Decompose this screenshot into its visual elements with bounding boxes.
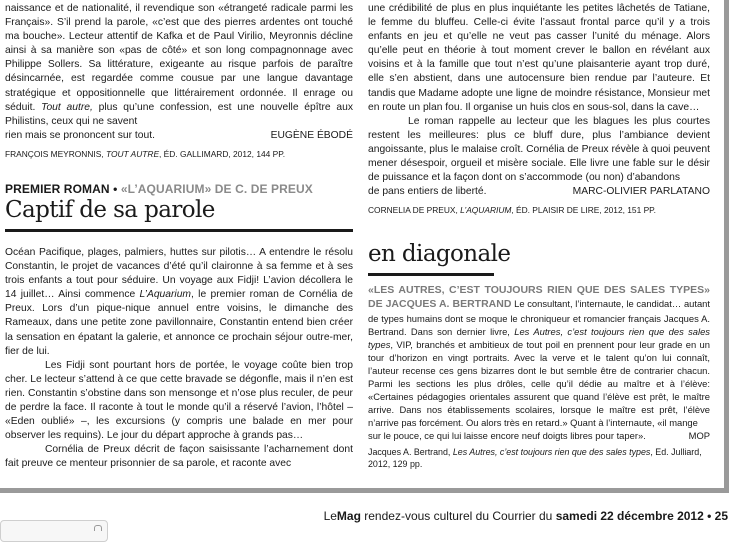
brief-body xyxy=(368,283,710,429)
author-signature: MARC-OLIVIER PARLATANO xyxy=(572,186,710,198)
author-signature: EUGÈNE ÉBODÉ xyxy=(270,129,353,141)
signature-line xyxy=(368,185,710,199)
credit-author: CORNELIA DE PREUX, xyxy=(368,205,461,216)
credit-author: FRANÇOIS MEYRONNIS, xyxy=(5,148,106,159)
headline: Captif de sa parole xyxy=(5,196,215,223)
review-aquarium-continued xyxy=(368,2,710,216)
credit-publisher: , Ed. Julliard, 2012, 129 pp. xyxy=(368,447,702,469)
en-diagonale xyxy=(368,240,710,470)
brief-head: «LES AUTRES, C’EST TOUJOURS RIEN QUE DES SALES TYPES» DE JACQUES A. BERTRAND xyxy=(368,284,710,311)
frame-border-right xyxy=(724,0,729,493)
review-meyronnis xyxy=(5,2,353,160)
review-body xyxy=(5,2,353,129)
book-title-italic: Les Autres, c’est toujours rien que des sales types xyxy=(368,325,710,350)
frame-border-bottom xyxy=(0,488,729,493)
paragraph-3: Cornélia de Preux décrit de façon saisissante l’acharnement dont fait preuve ce menteur prisonnier de sa parole, et raconte avec xyxy=(5,444,353,470)
section-title: en diagonale xyxy=(368,241,511,268)
section-rule xyxy=(368,273,494,276)
overlay-field[interactable] xyxy=(0,520,108,542)
credit-title: Les Autres, c’est toujours rien que des sales types xyxy=(452,447,651,458)
book-credit xyxy=(368,447,710,470)
brand-mag: Mag xyxy=(336,509,361,523)
credit-title: TOUT AUTRE xyxy=(105,148,160,159)
paragraph-4: une crédibilité de plus en plus inquiétante les petites lâchetés de Tatiane, le femme du bluffeu. Celle-ci évite l’assaut frontal parce qu’il y a trois enfants en jeu et qu’elle ne veut pas casser l’unité du ménage. Alors qu’elle peut en théorie à tout moment crever le ballon en révélant aux voisins et à la famille que tout n’est qu’une plaisanterie ayant trop duré, elle s’en abstient, dans une autocensure bien rendue par l’auteure. Et tandis que Madame adopte une ligne de moindre résistance, Monsieur met en route un plan fou. Il organise un huis clos en sous-sol, dans la cave… xyxy=(368,3,710,113)
author-signature: MOP xyxy=(688,430,710,442)
body-text: Le consultant, l’internaute, le candidat… autant de types humains dont se moque le chroniqueur et romancier français Jacques A. Bertrand. Dans son dernier livre, xyxy=(368,298,711,337)
book-title-italic: Tout autre, xyxy=(41,101,93,113)
page-footer xyxy=(324,509,728,523)
body-last-line: sur le pouce, ce qui lui laisse encore neuf doigts libres pour taper». xyxy=(368,430,646,442)
body-text: Océan Pacifique, plages, palmiers, huttes sur pilotis… A entendre le résolu Constantin, le projet de vacances d’été qu’il claironne à sa femme et à ses trois enfants a tout pour séduire. Un voyage aux Fidji! L’avion décollera le 14 juillet… Ainsi commence xyxy=(5,246,353,301)
signature-line xyxy=(368,429,710,442)
kicker-category: PREMIER ROMAN • xyxy=(5,181,118,196)
credit-publisher: , ÉD. PLAISIR DE LIRE, 2012, 151 PP. xyxy=(511,205,656,216)
body-last-line: de pans entiers de liberté. xyxy=(368,186,487,198)
body-text: , le premier roman de Cornélia de Preux. Lors d’un pique-nique annuel entre voisins, le dimanche des Rameaux, dans une petite zone pavillonnaire, Constantin entend bien créer la sensation en épatant la galerie, et annonce ce prochain séjour outre-mer, fier de lui. xyxy=(5,289,353,357)
kicker xyxy=(5,182,353,196)
credit-publisher: , ÉD. GALLIMARD, 2012, 144 PP. xyxy=(159,148,286,159)
signature-line xyxy=(5,129,353,143)
headline-rule xyxy=(5,229,353,232)
body-text-cont: plus qu’une confession, est une nouvelle épître aux Philistins, ceux qui ne savent xyxy=(5,101,353,127)
body-last-line: rien mais se prononcent sur tout. xyxy=(5,129,155,141)
book-credit xyxy=(368,204,710,216)
body-text: , VIP, branchés et ambitieux de tout poil en prennent pour leur grade en un tour d’horizon en vingt portraits. Avec la verve et le talent qu’on lui connaît, l’auteur recense ces gens bizarres dont le but semble être de contrarier chacun. Parmi les sections les plus drôles, celle qu’il dédie au maître et à l’élève: «Certaines pédagogies orientales assurent que quand l’élève est prêt, le maître arrive. Dans nos établissements scolaires, lorsque le maître est prêt, l’élève n’arrive pas forcément. Ou alors très en retard.» Quant à l’internaute, «il mange xyxy=(368,338,710,429)
paragraph-1 xyxy=(5,246,353,359)
left-column xyxy=(5,2,353,471)
book-credit xyxy=(5,148,353,160)
lock-icon xyxy=(94,525,102,531)
credit-author: Jacques A. Bertrand, xyxy=(368,447,453,458)
right-column xyxy=(368,2,710,470)
book-title-italic: L’Aquarium xyxy=(139,289,192,301)
brand-le: Le xyxy=(323,509,337,523)
paragraph-5: Le roman rappelle au lecteur que les blagues les plus courtes restent les meilleures: plus ce bluff dure, plus l’ambiance devient angoissante, plus le malaise croît. Cornélia de Preux révèle à quoi peuvent mener désespoir, orgueil et misère sociale. Elle livre une fable sur le désir de puissance et la façon dont on s’accommode (ou non) d’abandons xyxy=(368,115,710,184)
review-aquarium xyxy=(5,182,353,472)
paragraph-2: Les Fidji sont pourtant hors de portée, le voyage coûte bien trop cher. Le lecteur s’attend à ce que cette bravade se dégonfle, mais il n’en est rien. Constantin s’obstine dans son mensonge et n’ose plus reculer, de peur de perdre la face. Il raconte à tout le monde qu’il a réservé l’avion, l’hôtel – «Eden oublié» –, les excursions (y compris une balade en mer pour observer les requins). Le jour du départ approche à grands pas… xyxy=(5,359,353,442)
kicker-subject: «L’AQUARIUM» DE C. DE PREUX xyxy=(120,181,313,196)
credit-title: L’AQUARIUM xyxy=(460,205,512,216)
footer-tagline: rendez-vous culturel du Courrier du xyxy=(360,509,556,523)
footer-date: samedi 22 décembre 2012 • 25 xyxy=(555,509,728,523)
body-text: naissance et de nationalité, il revendique son «étrangeté radicale parmi les Français». S’il prend la parole, «c’est que des pierres ardentes ont touché ma bouche». Lecteur attentif de Kafka et de Paul Virilio, Meyronnis décline ainsi à sa manière son «pas de côté» et son long compagnonnage avec Philippe Sollers. Sa littérature, exigeante au risque parfois de paraître désincarnée, est regardée comme cousue par une langue davantage stratégique et oppositionnelle que littérairement ordonnée. Il enrage ou séduit. xyxy=(5,3,353,113)
